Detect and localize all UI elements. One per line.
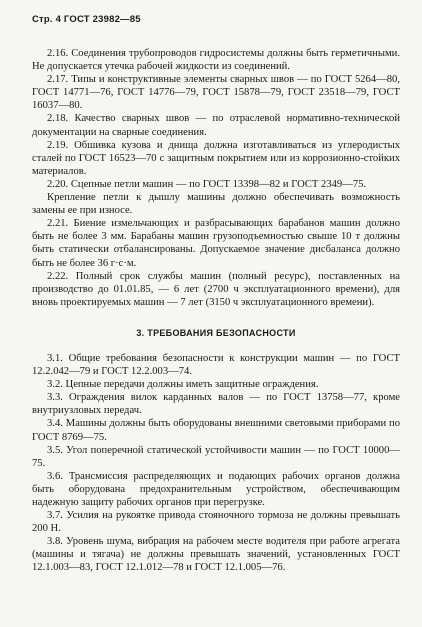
paragraph-2-19: 2.19. Обшивка кузова и днища должна изготавливаться из углеродистых сталей по ГОСТ 16523—70 с защитным покрытием или из коррозионно-стойких материалов. [32, 139, 400, 177]
page-header: Стр. 4 ГОСТ 23982—85 [32, 14, 141, 25]
paragraph-3-5: 3.5. Угол поперечной статической устойчивости машин — по ГОСТ 10000—75. [32, 444, 400, 469]
paragraph-2-20: 2.20. Сцепные петли машин — по ГОСТ 13398—82 и ГОСТ 2349—75. [47, 178, 367, 190]
paragraph-2-17: 2.17. Типы и конструктивные элементы сварных швов — по ГОСТ 5264—80, ГОСТ 14771—76, ГОСТ 14776—79, ГОСТ 15878—79, ГОСТ 23518—79, ГОСТ 16037—80. [32, 74, 400, 112]
section-title: 3. ТРЕБОВАНИЯ БЕЗОПАСНОСТИ [136, 327, 296, 338]
paragraph-3-8: 3.8. Уровень шума, вибрация на рабочем месте водителя при работе агрегата (машины и тягача) не должны превышать значений, установленных ГОСТ 12.1.003—83, ГОСТ 12.1.012—78 и ГОСТ 12.1.005—76. [32, 536, 400, 574]
paragraph-3-6: 3.6. Трансмиссия распределяющих и подающих рабочих органов должна быть оборудована предохранительным устройством, обеспечивающим надежную защиту рабочих органов при перегрузке. [32, 470, 400, 508]
paragraph-2-20-continuation: Крепление петли к дышлу машины должно обеспечивать возможность замены ее при износе. [32, 192, 400, 217]
paragraph-2-22: 2.22. Полный срок службы машин (полный ресурс), поставленных на производство до 01.01.85, — 6 лет (2700 ч эксплуатационного времени), для вновь проектируемых машин — 7 лет (3150 ч эксплуатационного времени). [32, 270, 400, 308]
document-body [32, 47, 400, 575]
paragraph-3-1: 3.1. Общие требования безопасности к конструкции машин — по ГОСТ 12.2.042—79 и ГОСТ 12.2.003—74. [32, 352, 400, 378]
paragraph-3-4: 3.4. Машины должны быть оборудованы внешними световыми приборами по ГОСТ 8769—75. [32, 418, 400, 443]
paragraph-2-18: 2.18. Качество сварных швов — по отраслевой нормативно-технической документации на сварные соединения. [32, 113, 400, 138]
paragraph-3-2: 3.2. Цепные передачи должны иметь защитные ограждения. [47, 379, 319, 391]
paragraph-2-21: 2.21. Биение измельчающих и разбрасывающих барабанов машин должно быть не более 3 мм. Барабаны машин грузоподъемностью свыше 10 т должны быть статически отбалансированы. Допускаемое значение дисбаланса должно быть не более 36 г·с·м. [32, 218, 400, 269]
paragraph-2-16: 2.16. Соединения трубопроводов гидросистемы должны быть герметичными. Не допускается утечка рабочей жидкости из соединений. [32, 48, 400, 73]
paragraph-3-3: 3.3. Ограждения вилок карданных валов — по ГОСТ 13758—77, кроме внутриузловых передач. [32, 392, 400, 417]
paragraph-3-7: 3.7. Усилия на рукоятке привода стояночного тормоза не должны превышать 200 Н. [32, 510, 400, 535]
